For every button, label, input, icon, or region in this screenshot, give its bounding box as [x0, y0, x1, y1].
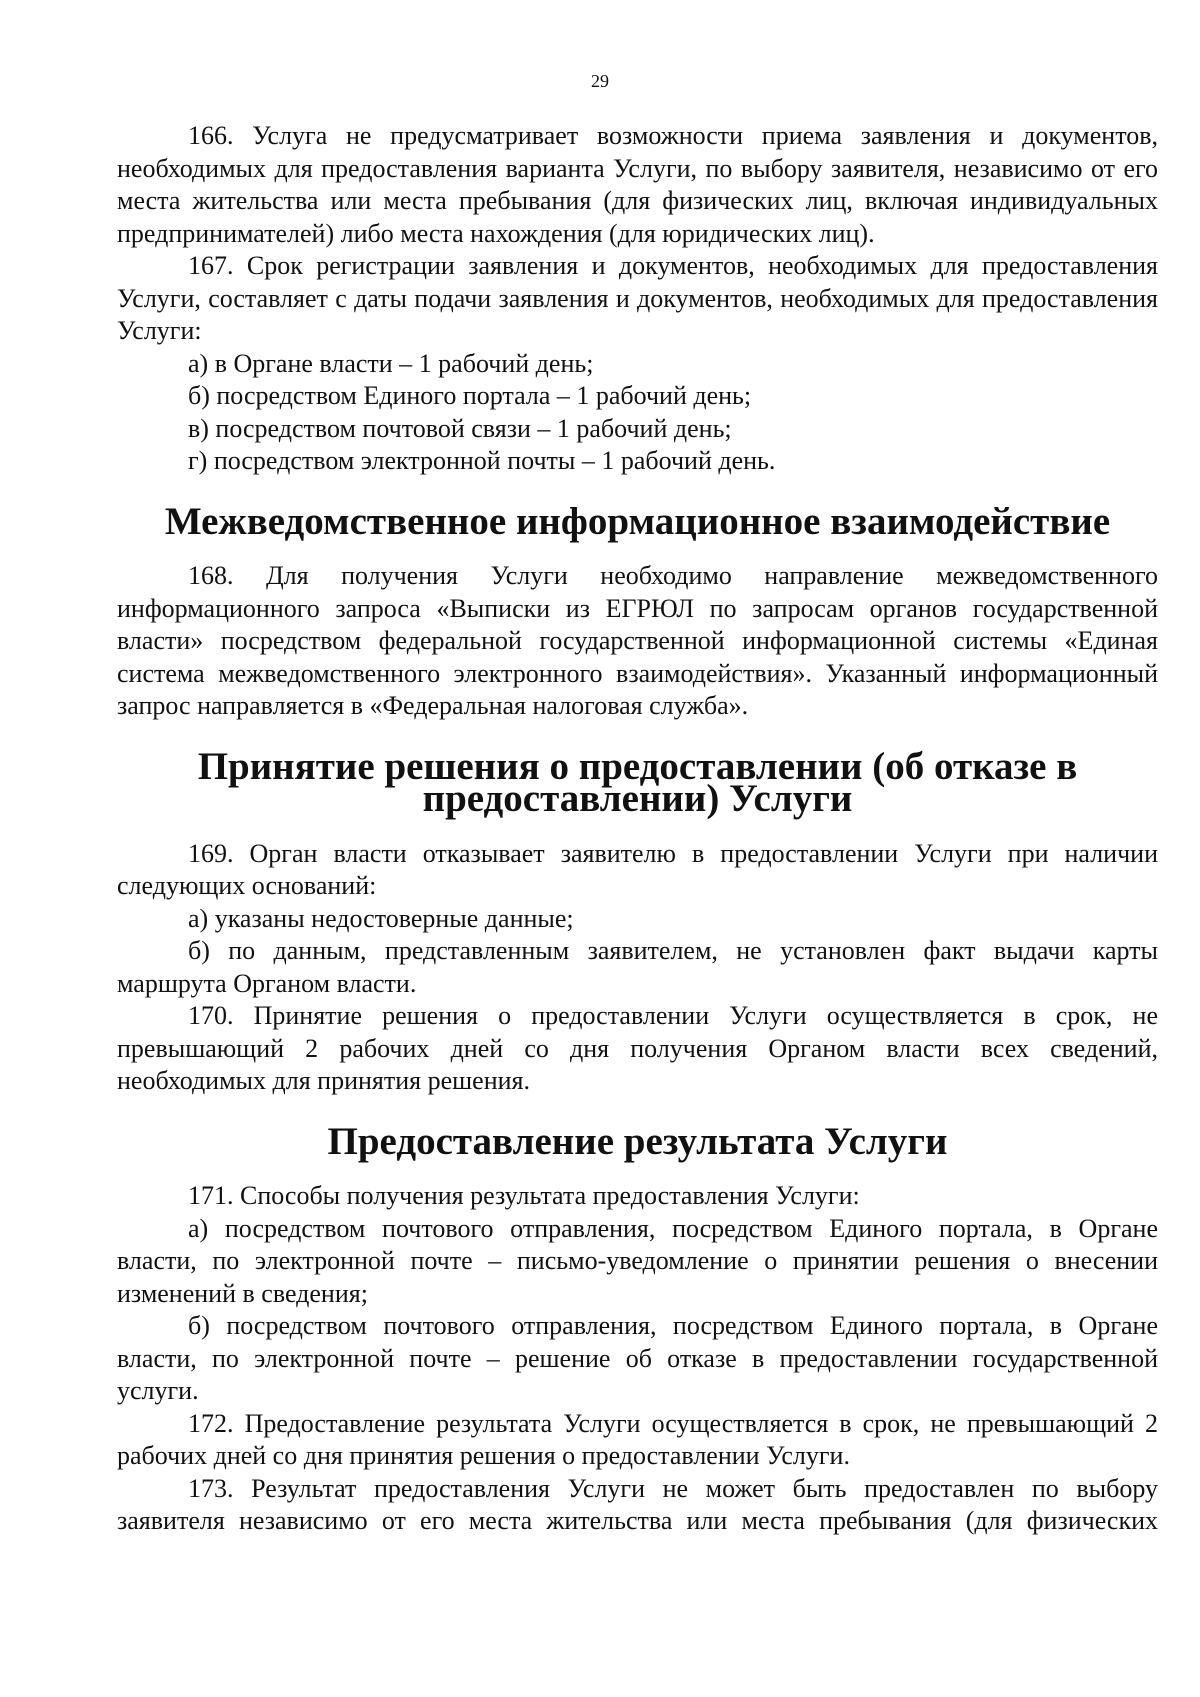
list-item-169-b: б) по данным, представленным заявителем, не установлен факт выдачи карты маршрута Органом власти.: [117, 936, 1158, 998]
list-item-167-a: а) в Органе власти – 1 рабочий день;: [188, 348, 594, 378]
list-item-171-b: б) посредством почтового отправления, посредством Единого портала, в Органе власти, по электронной почте – решение об отказе в предоставлении государственной услуги.: [117, 1311, 1158, 1405]
list-item-167-v: в) посредством почтовой связи – 1 рабочий день;: [188, 413, 732, 443]
section-heading-decision: Принятие решения о предоставлении (об отказе в предоставлении) Услуги: [197, 744, 1078, 820]
page-number: 29: [591, 71, 609, 91]
paragraph-169: 169. Орган власти отказывает заявителю в предоставлении Услуги при наличии следующих оснований:: [117, 838, 1158, 900]
paragraph-173: 173. Результат предоставления Услуги не может быть предоставлен по выбору заявителя независимо от его места жительства или места пребывания (для физических: [117, 1473, 1158, 1535]
paragraph-172: 172. Предоставление результата Услуги осуществляется в срок, не превышающий 2 рабочих дней со дня принятия решения о предоставлении Услуги.: [117, 1408, 1158, 1470]
list-item-171-a: а) посредством почтового отправления, посредством Единого портала, в Органе власти, по электронной почте – письмо-уведомление о принятии решения о внесении изменений в сведения;: [117, 1213, 1158, 1308]
paragraph-166: 166. Услуга не предусматривает возможности приема заявления и документов, необходимых для предоставления варианта Услуги, по выбору заявителя, независимо от его места жительства или места пребывания (для физических лиц, включая индивидуальных предпринимателей) либо места нахождения (для юридических лиц).: [117, 121, 1158, 248]
paragraph-168: 168. Для получения Услуги необходимо направление межведомственного информационного запроса «Выписки из ЕГРЮЛ по запросам органов государственной власти» посредством федеральной государственной информационной системы «Единая система межведомственного электронного взаимодействия». Указанный информационный запрос направляется в «Федеральная налоговая служба».: [117, 561, 1158, 720]
list-item-169-a: а) указаны недостоверные данные;: [188, 903, 574, 933]
document-body: [117, 120, 1158, 1538]
list-item-167-g: г) посредством электронной почты – 1 рабочий день.: [188, 446, 776, 475]
section-heading-interagency: Межведомственное информационное взаимодействие: [164, 499, 1111, 543]
paragraph-171: 171. Способы получения результата предоставления Услуги:: [188, 1181, 860, 1210]
list-item-167-b: б) посредством Единого портала – 1 рабочий день;: [188, 381, 752, 410]
paragraph-170: 170. Принятие решения о предоставлении Услуги осуществляется в срок, не превышающий 2 рабочих дней со дня получения Органом власти всех сведений, необходимых для принятия решения.: [117, 1001, 1158, 1095]
section-heading-result: Предоставление результата Услуги: [327, 1119, 948, 1163]
paragraph-167: 167. Срок регистрации заявления и документов, необходимых для предоставления Услуги, составляет с даты подачи заявления и документов, необходимых для предоставления Услуги:: [117, 251, 1158, 345]
